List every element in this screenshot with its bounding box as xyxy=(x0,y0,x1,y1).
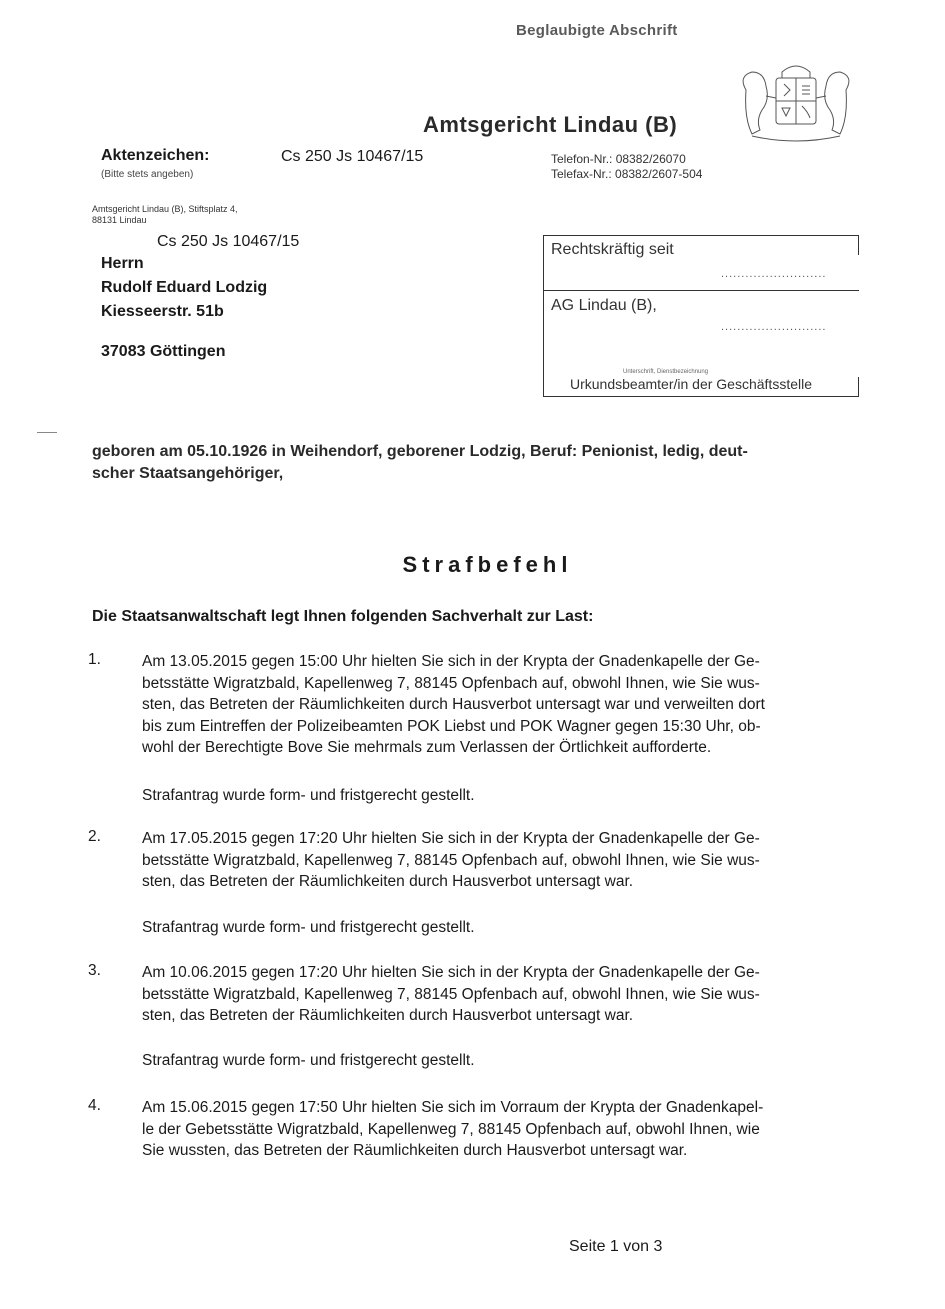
criminal-complaint-note: Strafantrag wurde form- und fristgerecht gestellt. xyxy=(142,787,475,804)
fax-number: Telefax-Nr.: 08382/2607-504 xyxy=(551,167,703,181)
finality-stamp-box xyxy=(543,235,859,397)
count-line: wohl der Berechtigte Bove Sie mehrmals zum Verlassen der Örtlichkeit aufforderte. xyxy=(142,739,712,756)
count-text xyxy=(142,651,842,759)
stamp-official-title: Urkundsbeamter/in der Geschäftsstelle xyxy=(570,376,812,392)
file-number-note: (Bitte stets angeben) xyxy=(101,169,194,180)
recipient-reference: Cs 250 Js 10467/15 xyxy=(157,233,300,250)
sender-address xyxy=(92,204,322,226)
recipient-city: 37083 Göttingen xyxy=(101,343,226,360)
margin-fold-mark xyxy=(37,432,57,433)
page-number: Seite 1 von 3 xyxy=(569,1238,663,1255)
sender-line-1: Amtsgericht Lindau (B), Stiftsplatz 4, xyxy=(92,204,238,214)
stamp-border-bottom xyxy=(543,396,859,397)
stamp-border-top xyxy=(543,235,859,236)
document-title: Strafbefehl xyxy=(402,552,573,577)
count-number: 4. xyxy=(88,1097,101,1114)
phone-number: Telefon-Nr.: 08382/26070 xyxy=(551,152,686,166)
recipient-salutation: Herrn xyxy=(101,255,144,272)
count-line: Am 13.05.2015 gegen 15:00 Uhr hielten Sie sich in der Krypta der Gnadenkapelle der Ge- xyxy=(142,653,760,670)
count-line: betsstätte Wigratzbald, Kapellenweg 7, 88145 Opfenbach auf, obwohl Ihnen, wie Sie wus- xyxy=(142,851,760,869)
count-text xyxy=(142,962,842,1027)
bavarian-coat-of-arms-icon xyxy=(732,60,860,144)
count-number: 3. xyxy=(88,962,101,979)
recipient-address xyxy=(101,252,267,324)
sender-line-2: 88131 Lindau xyxy=(92,215,147,225)
contact-block xyxy=(551,152,702,182)
stamp-court-label: AG Lindau (B), xyxy=(551,297,657,314)
count-line: betsstätte Wigratzbald, Kapellenweg 7, 88145 Opfenbach auf, obwohl Ihnen, wie Sie wus- xyxy=(142,985,760,1003)
lead-sentence: Die Staatsanwaltschaft legt Ihnen folgenden Sachverhalt zur Last: xyxy=(92,608,594,625)
court-name: Amtsgericht Lindau (B) xyxy=(423,112,678,137)
stamp-signature-caption: Unterschrift, Dienstbezeichnung xyxy=(623,369,709,375)
stamp-date-line: .......................... xyxy=(721,268,827,280)
count-line: Sie wussten, das Betreten der Räumlichkeiten durch Hausverbot untersagt war. xyxy=(142,1142,688,1159)
certified-copy-label: Beglaubigte Abschrift xyxy=(516,22,678,39)
count-line: Am 10.06.2015 gegen 17:20 Uhr hielten Sie sich in der Krypta der Gnadenkapelle der Ge- xyxy=(142,964,760,981)
stamp-border-right-bottom xyxy=(858,377,859,397)
count-line: Am 17.05.2015 gegen 17:20 Uhr hielten Sie sich in der Krypta der Gnadenkapelle der Ge- xyxy=(142,830,760,847)
count-line: betsstätte Wigratzbald, Kapellenweg 7, 88145 Opfenbach auf, obwohl Ihnen, wie Sie wus- xyxy=(142,674,760,692)
count-number: 1. xyxy=(88,651,101,668)
criminal-complaint-note: Strafantrag wurde form- und fristgerecht gestellt. xyxy=(142,1052,475,1069)
person-details-line-2: scher Staatsangehöriger, xyxy=(92,465,284,482)
stamp-border-right-top xyxy=(858,235,859,255)
count-text xyxy=(142,828,842,893)
file-number-value: Cs 250 Js 10467/15 xyxy=(281,148,424,165)
count-line: bis zum Eintreffen der Polizeibeamten POK Liebst und POK Wagner gegen 15:30 Uhr, ob- xyxy=(142,717,761,735)
count-text xyxy=(142,1097,842,1162)
person-details xyxy=(92,441,832,485)
count-line: sten, das Betreten der Räumlichkeiten durch Hausverbot untersagt war. xyxy=(142,1007,634,1024)
count-number: 2. xyxy=(88,828,101,845)
stamp-border-left xyxy=(543,235,544,397)
recipient-street: Kiesseerstr. 51b xyxy=(101,303,224,320)
count-line: sten, das Betreten der Räumlichkeiten durch Hausverbot untersagt war. xyxy=(142,873,634,890)
count-line: le der Gebetsstätte Wigratzbald, Kapellenweg 7, 88145 Opfenbach auf, obwohl Ihnen, wie xyxy=(142,1120,760,1138)
stamp-divider xyxy=(543,290,859,291)
criminal-complaint-note: Strafantrag wurde form- und fristgerecht gestellt. xyxy=(142,919,475,936)
count-line: Am 15.06.2015 gegen 17:50 Uhr hielten Sie sich im Vorraum der Krypta der Gnadenkapel- xyxy=(142,1099,764,1116)
stamp-final-since-label: Rechtskräftig seit xyxy=(551,241,674,258)
person-details-line-1: geboren am 05.10.1926 in Weihendorf, geborener Lodzig, Beruf: Penionist, ledig, deut- xyxy=(92,443,748,460)
file-number-label: Aktenzeichen: xyxy=(101,147,210,164)
recipient-name: Rudolf Eduard Lodzig xyxy=(101,279,268,296)
count-line: sten, das Betreten der Räumlichkeiten durch Hausverbot untersagt war und verweilten dort xyxy=(142,696,765,713)
stamp-signature-line: .......................... xyxy=(721,321,827,333)
